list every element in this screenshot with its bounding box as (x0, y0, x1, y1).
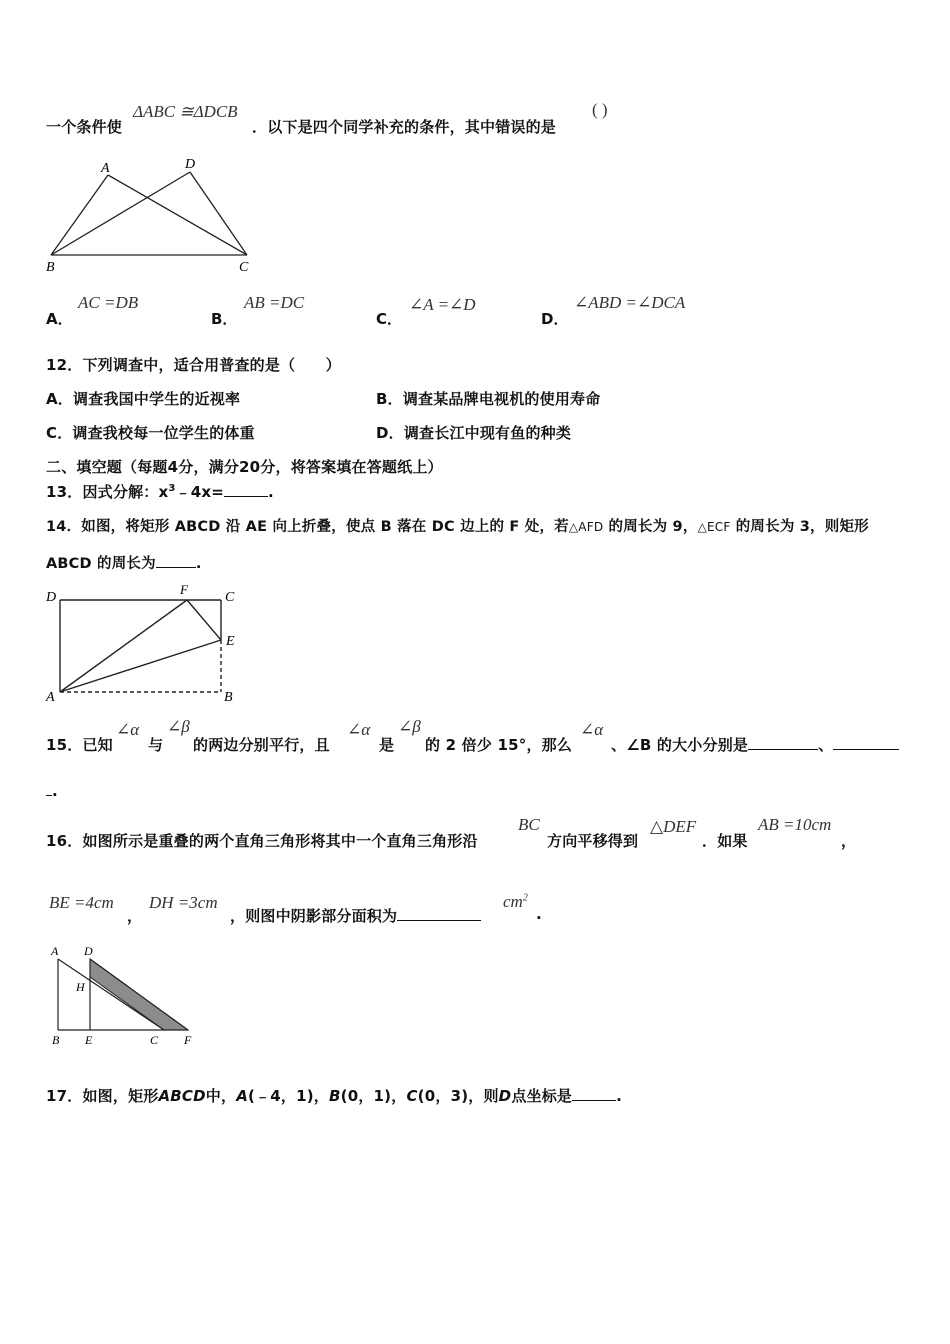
label-d: D (46, 590, 57, 605)
q14-triangle-ecf: △ECF (697, 520, 731, 534)
q16-ab: AB =10cm (758, 815, 832, 834)
segment-ac (108, 175, 247, 255)
q11-congruence: ΔABC ≅ΔDCB (133, 102, 238, 121)
q16-figure (44, 943, 204, 1051)
segment-ac (58, 959, 164, 1030)
q14-text-a: 14．如图，将矩形 ABCD 沿 AE 向上折叠，使点 B 落在 DC 边上的 F 处，若 (46, 519, 569, 535)
q16-unit-exponent: 2 (522, 892, 528, 904)
label-c: C (225, 590, 235, 605)
q17-point-b: B (329, 1087, 341, 1105)
q17-text-3: 点坐标是 (511, 1087, 573, 1105)
q14-end: . (195, 556, 202, 572)
q15-line2 (46, 782, 58, 800)
q17-point-c: C (406, 1087, 418, 1105)
segment-df (90, 959, 188, 1030)
q16-bc: BC (518, 815, 540, 834)
q16-text-4 (230, 905, 481, 926)
label-b: B (224, 690, 233, 705)
q17-coord-a: (﹣4，1)， (248, 1087, 330, 1105)
q11-suffix: ．以下是四个同学补充的条件，其中错误的是 (252, 118, 557, 136)
segment-ba (51, 175, 108, 255)
label-a: A (51, 944, 59, 958)
q15-text-1: 15．已知 (46, 736, 113, 754)
q16-text-4-label: ，则图中阴影部分面积为 (230, 907, 398, 925)
q15-answer-blank-2[interactable] (833, 749, 899, 750)
q16-answer-blank[interactable] (397, 920, 481, 921)
q11-answer-paren: ( ) (592, 100, 608, 119)
q15-answer-blank-1[interactable] (748, 749, 818, 750)
q11-option-d-math: ∠ABD =∠DCA (574, 293, 686, 312)
q13-answer-blank[interactable] (224, 496, 268, 497)
q17-end: . (616, 1087, 623, 1105)
q16-comma-1: ， (841, 832, 857, 850)
q17-abcd: ABCD (158, 1087, 206, 1105)
label-c: C (150, 1033, 159, 1047)
q16-triangle-def: △DEF (650, 817, 697, 836)
q16-unit-cm: cm (503, 892, 523, 911)
q13-exponent: 3 (168, 483, 176, 494)
q14-line1 (46, 515, 869, 536)
q11-option-b-letter[interactable]: B． (211, 310, 238, 328)
q17-text-2: 中， (205, 1087, 237, 1105)
q14-figure (40, 580, 250, 705)
q12-option-a[interactable]: A．调查我国中学生的近视率 (46, 390, 241, 408)
q15-text-6-label: 、∠B 的大小分别是 (611, 736, 749, 754)
q15-beta-2: ∠β (398, 717, 421, 736)
label-a: A (46, 690, 55, 705)
q16-end: . (536, 905, 542, 923)
q11-option-b-math: AB =DC (244, 293, 305, 312)
label-f: F (180, 582, 188, 597)
segment-dc (190, 172, 247, 255)
q11-option-a-math: AC =DB (78, 293, 139, 312)
q16-dh: DH =3cm (149, 893, 218, 912)
q14-text-b: 的周长为 9， (603, 519, 698, 535)
section-2-heading: 二、填空题（每题4分，满分20分，将答案填在答题纸上） (46, 458, 443, 476)
q16-text-3: ．如果 (702, 832, 748, 850)
segment-af (60, 600, 187, 692)
q15-separator: 、 (818, 736, 834, 754)
label-b: B (46, 260, 55, 275)
q12-option-b[interactable]: B．调查某品牌电视机的使用寿命 (376, 390, 601, 408)
q14-answer-blank[interactable] (156, 567, 196, 568)
q11-option-a-letter[interactable]: A． (46, 310, 73, 328)
q15-alpha-1: ∠α (116, 720, 140, 739)
q11-option-c-letter[interactable]: C． (376, 310, 403, 328)
label-d: D (185, 157, 196, 172)
label-h: H (76, 980, 85, 994)
label-e: E (226, 634, 235, 649)
q17-text-1: 17．如图，矩形 (46, 1087, 159, 1105)
q13-end: . (268, 483, 274, 501)
q11-option-d-letter[interactable]: D． (541, 310, 569, 328)
q17-point-d: D (498, 1087, 512, 1105)
q14-line2 (46, 552, 202, 573)
q17-coord-b: (0，1)， (340, 1087, 407, 1105)
label-c: C (239, 260, 249, 275)
q11-figure (40, 150, 260, 280)
label-f: F (184, 1033, 192, 1047)
q15-text-6 (611, 734, 899, 755)
q14-text-line2: ABCD 的周长为 (46, 556, 156, 572)
q15-beta-1: ∠β (167, 717, 190, 736)
q14-triangle-afd: △AFD (568, 520, 604, 534)
q15-text-5: 的 2 倍少 15°，那么 (425, 736, 573, 754)
label-a: A (101, 161, 110, 176)
q16-text-1: 16．如图所示是重叠的两个直角三角形将其中一个直角三角形沿 (46, 832, 478, 850)
q16-be: BE =4cm (49, 893, 114, 912)
q14-text-c: 的周长为 3，则矩形 (730, 519, 869, 535)
label-e: E (85, 1033, 93, 1047)
q16-text-2: 方向平移得到 (547, 832, 639, 850)
label-b: B (52, 1033, 60, 1047)
q17-answer-blank[interactable] (572, 1100, 616, 1101)
q16-comma-2: ， (127, 907, 143, 925)
q11-prefix: 一个条件使 (46, 118, 123, 136)
label-d: D (84, 944, 93, 958)
q17-point-a: A (236, 1087, 249, 1105)
q12-option-c[interactable]: C．调查我校每一位学生的体重 (46, 424, 255, 442)
q16-unit (503, 892, 528, 912)
segment-fe (187, 600, 221, 640)
q12-option-d[interactable]: D．调查长江中现有鱼的种类 (376, 424, 572, 442)
q17-question (46, 1085, 622, 1106)
q12-stem: 12．下列调查中，适合用普查的是（ ） (46, 356, 341, 374)
q15-text-4: 是 (379, 736, 395, 754)
q15-alpha-3: ∠α (580, 720, 604, 739)
q13-text: 13．因式分解：x (46, 483, 169, 501)
q15-text-3: 的两边分别平行，且 (193, 736, 330, 754)
segment-bd (51, 172, 190, 255)
q11-option-c-math: ∠A =∠D (409, 295, 476, 314)
q17-coord-c: (0，3)，则 (417, 1087, 499, 1105)
q15-text-2: 与 (148, 736, 164, 754)
q15-end: . (52, 782, 58, 800)
q15-alpha-2: ∠α (347, 720, 371, 739)
segment-ae (60, 640, 221, 692)
q13-rest: ﹣4x= (175, 483, 225, 501)
q13-question (46, 481, 274, 502)
